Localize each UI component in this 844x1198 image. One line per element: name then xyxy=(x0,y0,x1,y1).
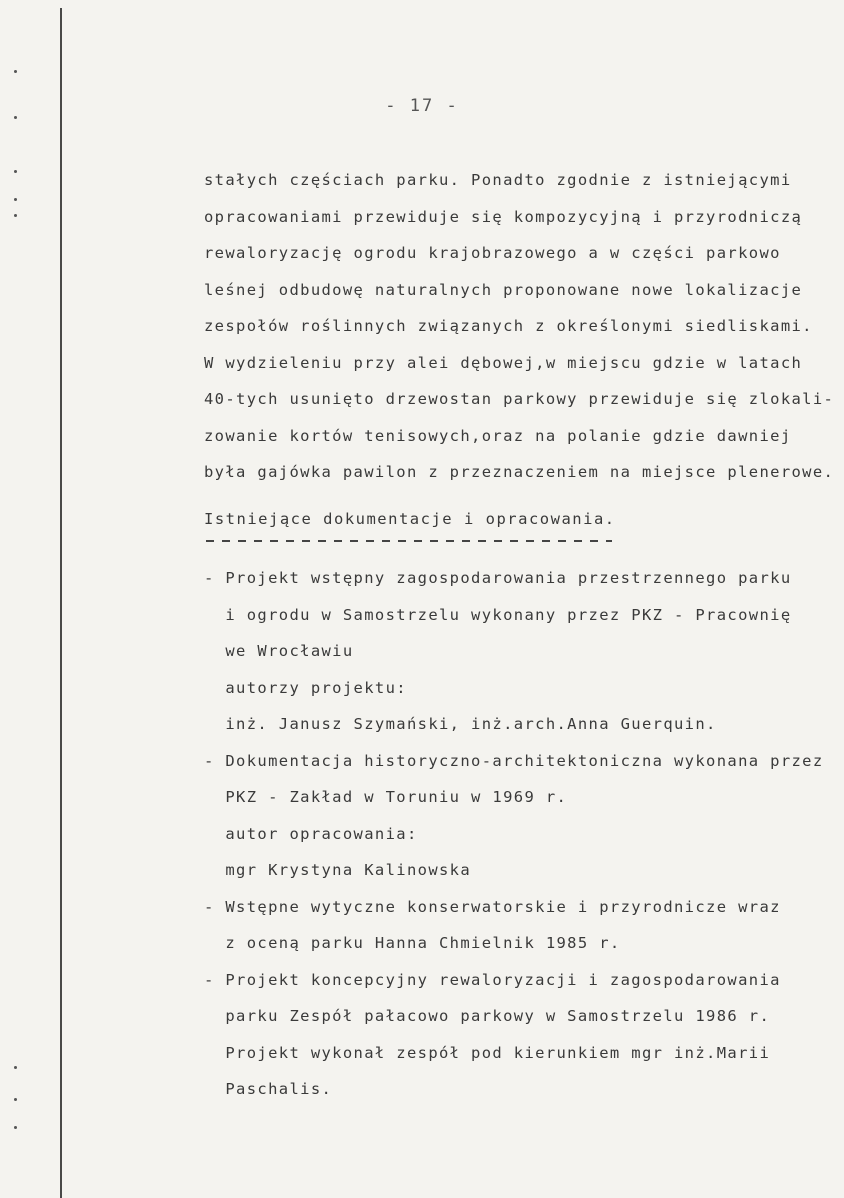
list-line: z oceną parku Hanna Chmielnik 1985 r. xyxy=(204,934,621,952)
margin-punch-dot xyxy=(14,70,17,73)
list-line: autorzy projektu: xyxy=(204,678,407,697)
paragraph-line: była gajówka pawilon z przeznaczeniem na miejsce plenerowe. xyxy=(204,463,835,481)
list-line: - Wstępne wytyczne konserwatorskie i przyrodnicze wraz xyxy=(204,897,781,916)
margin-punch-dot xyxy=(14,1126,17,1129)
section-heading: Istniejące dokumentacje i opracowania. xyxy=(204,510,616,528)
list-line: Paschalis. xyxy=(204,1080,333,1098)
margin-punch-dot xyxy=(14,214,17,217)
heading-dashed-underline xyxy=(206,540,612,542)
paragraph-line: rewaloryzację ogrodu krajobrazowego a w części parkowo xyxy=(204,244,781,262)
list-line: inż. Janusz Szymański, inż.arch.Anna Guerquin. xyxy=(204,715,717,733)
margin-punch-dot xyxy=(14,1098,17,1101)
margin-punch-dot xyxy=(14,198,17,201)
list-line: autor opracowania: xyxy=(204,824,418,843)
list-line: Projekt wykonał zespół pod kierunkiem mgr inż.Marii xyxy=(204,1043,771,1062)
paragraph-line: leśnej odbudowę naturalnych proponowane nowe lokalizacje xyxy=(204,280,803,299)
paragraph-line: zespołów roślinnych związanych z określonymi siedliskami. xyxy=(204,317,813,335)
documentation-list xyxy=(204,560,824,1108)
paragraph-line: 40-tych usunięto drzewostan parkowy przewiduje się zlokali- xyxy=(204,390,835,408)
paragraph-line: opracowaniami przewiduje się kompozycyjną i przyrodniczą xyxy=(204,207,803,226)
paragraph-line: stałych częściach parku. Ponadto zgodnie z istniejącymi xyxy=(204,171,792,189)
page-number: - 17 - xyxy=(385,96,459,116)
list-line: mgr Krystyna Kalinowska xyxy=(204,861,472,879)
paragraph-line: zowanie kortów tenisowych,oraz na polanie gdzie dawniej xyxy=(204,426,792,445)
list-line: we Wrocławiu xyxy=(204,642,354,660)
list-line: i ogrodu w Samostrzelu wykonany przez PKZ - Pracownię xyxy=(204,605,792,624)
list-line: parku Zespół pałacowo parkowy w Samostrzelu 1986 r. xyxy=(204,1007,771,1025)
body-paragraph xyxy=(204,162,835,491)
margin-punch-dot xyxy=(14,170,17,173)
margin-punch-dot xyxy=(14,116,17,119)
list-line: - Projekt koncepcyjny rewaloryzacji i zagospodarowania xyxy=(204,970,781,989)
list-line: - Projekt wstępny zagospodarowania przestrzennego parku xyxy=(204,569,792,587)
binding-edge-line xyxy=(60,8,62,1198)
list-line: - Dokumentacja historyczno-architektoniczna wykonana przez xyxy=(204,751,824,770)
list-line: PKZ - Zakład w Toruniu w 1969 r. xyxy=(204,788,568,806)
margin-punch-dot xyxy=(14,1066,17,1069)
paragraph-line: W wydzieleniu przy alei dębowej,w miejscu gdzie w latach xyxy=(204,353,803,372)
